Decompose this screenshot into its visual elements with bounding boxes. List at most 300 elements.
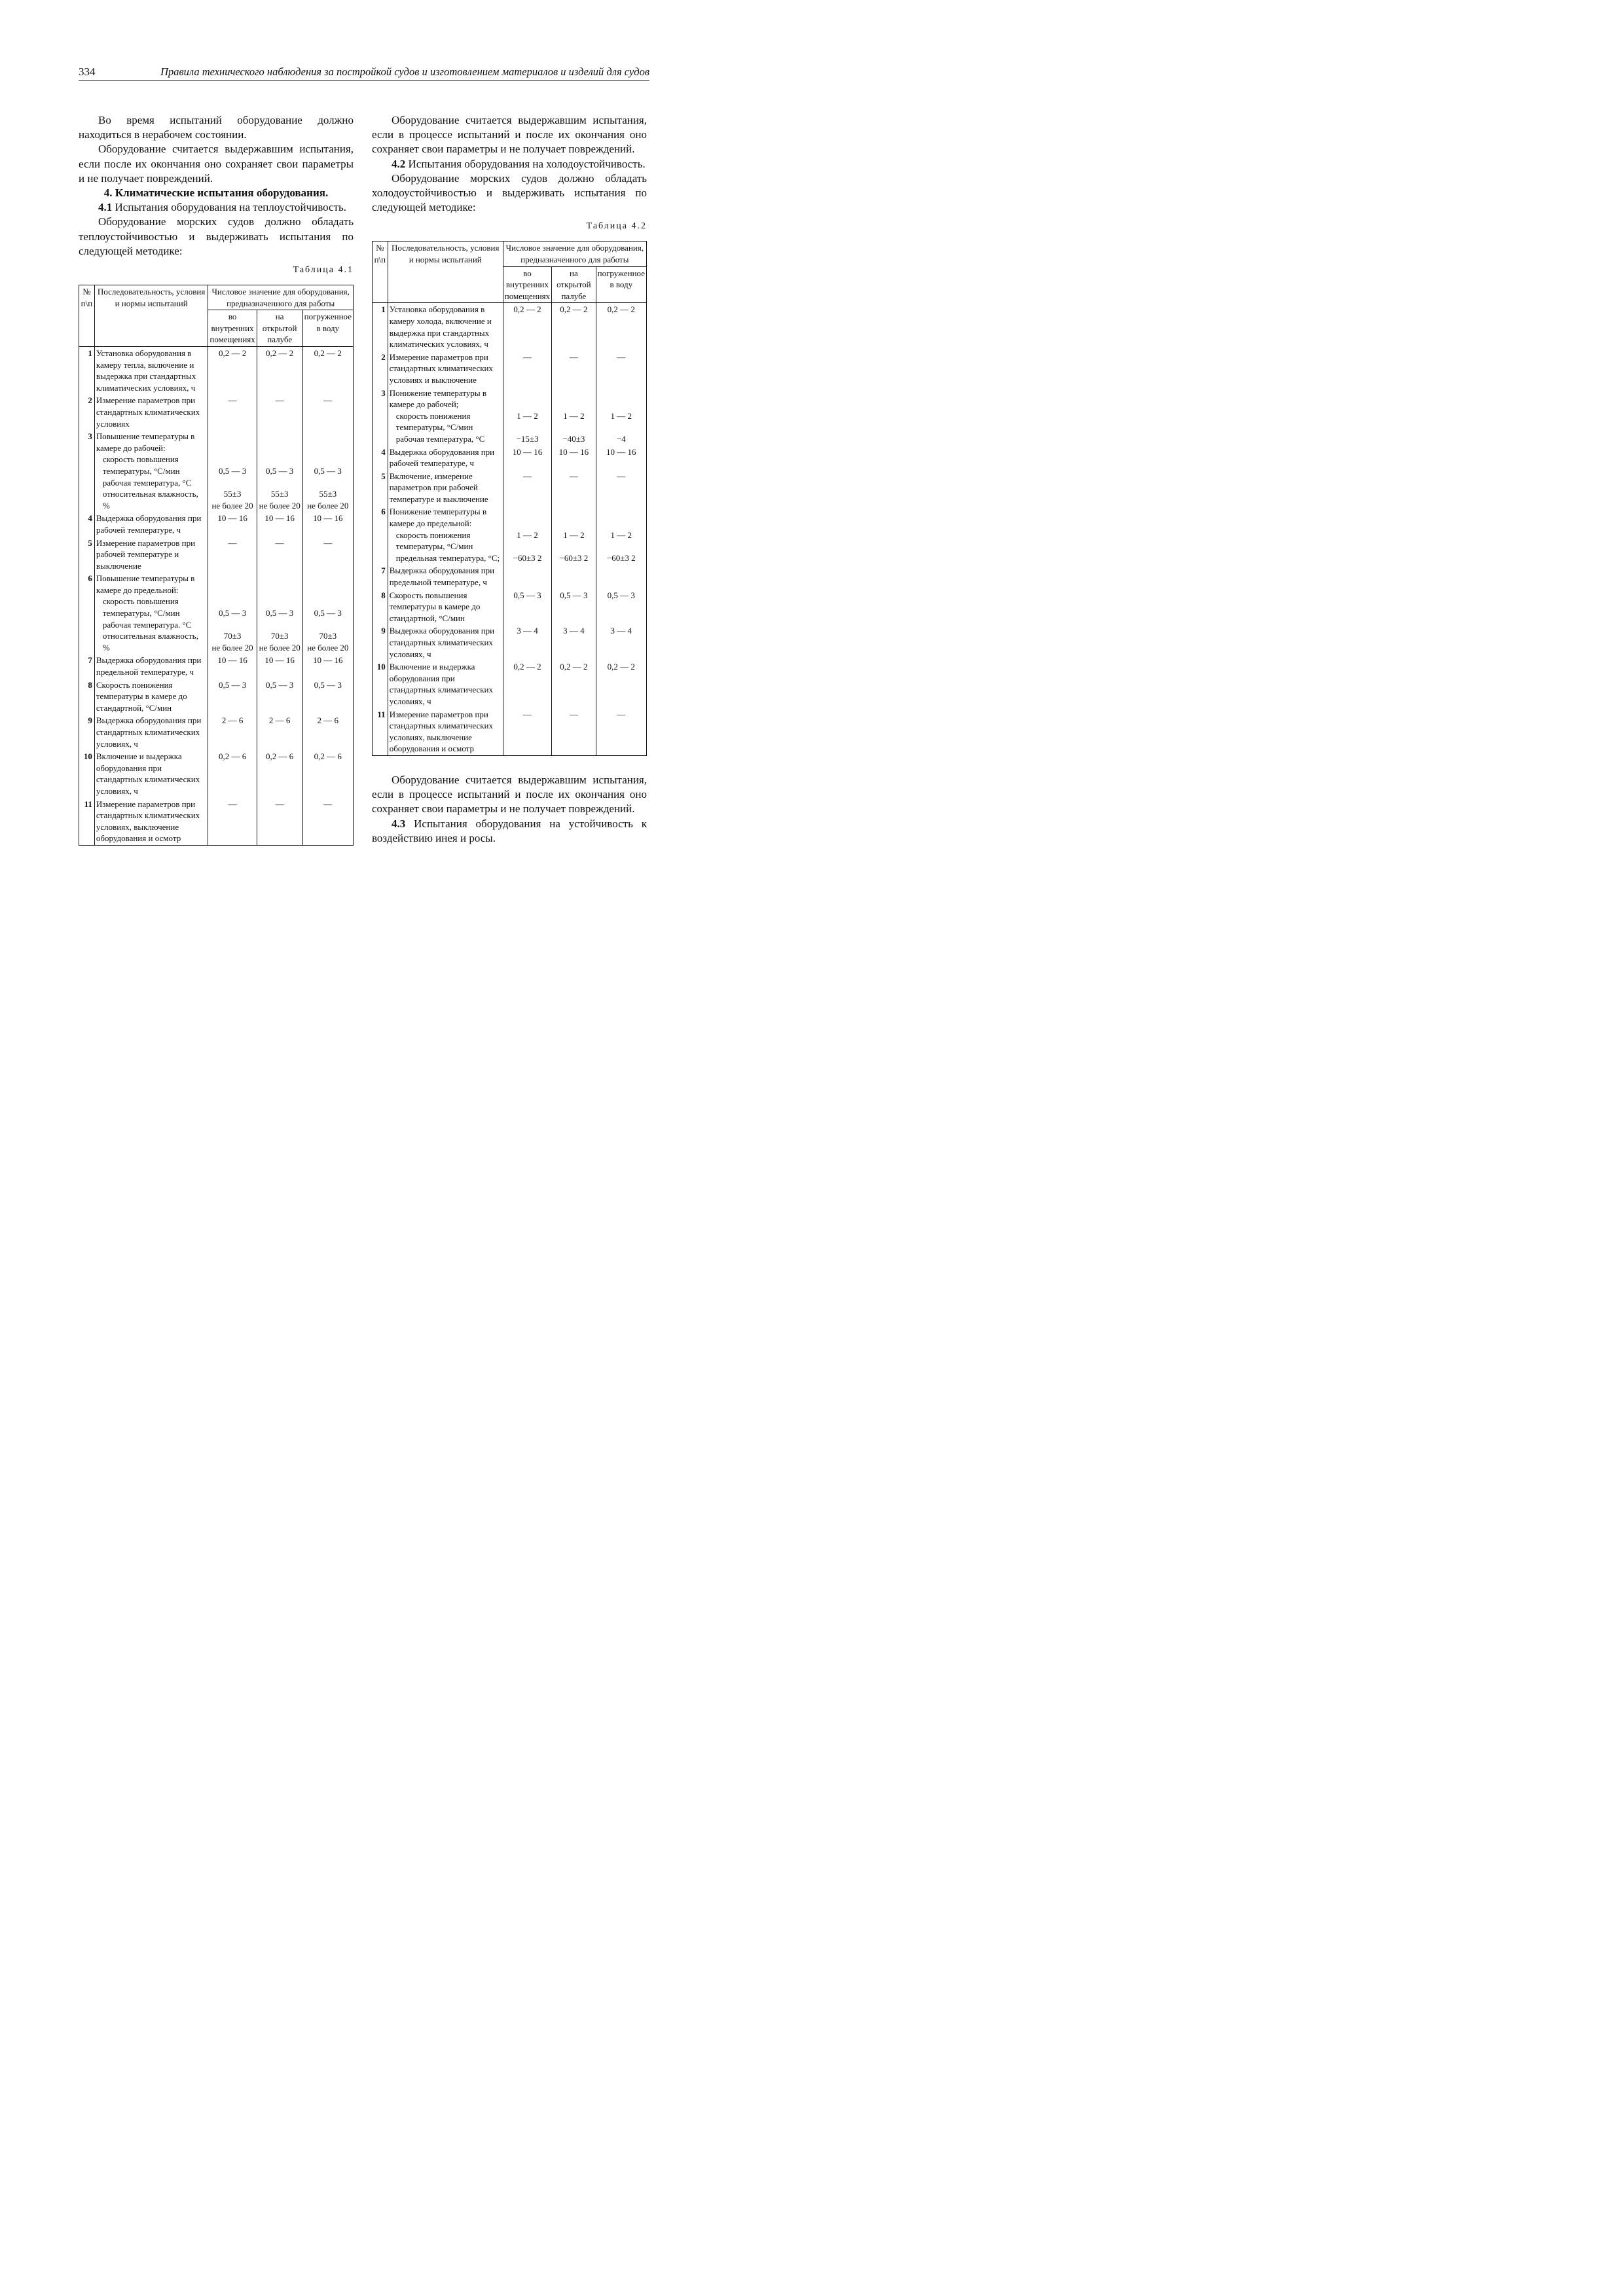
value-cell: [596, 589, 646, 625]
value-line: [259, 573, 301, 584]
value-line: [505, 506, 550, 518]
value-line: —: [522, 709, 532, 719]
table-row: [373, 505, 647, 564]
value-line: 0,2 — 6: [218, 751, 247, 762]
value-line: не более 20: [211, 500, 253, 511]
value-line: 0,5 — 3: [266, 608, 294, 619]
value-line: 0,2 — 2: [513, 304, 541, 315]
value-line: 10 — 16: [313, 513, 343, 524]
row-number: 9: [373, 624, 388, 660]
value-cell: [503, 624, 551, 660]
value-line: [304, 477, 352, 489]
value-line: 0,5 — 3: [513, 590, 541, 600]
value-line: [304, 596, 352, 607]
row-description: [94, 537, 208, 573]
value-line: 0,5 — 3: [266, 679, 294, 690]
value-line: не более 20: [211, 642, 253, 653]
value-line: 2 — 6: [317, 715, 339, 726]
value-line: 1 — 2: [610, 410, 632, 421]
value-cell: [596, 351, 646, 387]
row-number: 3: [373, 387, 388, 446]
value-line: [505, 399, 550, 410]
value-line: —: [228, 798, 237, 809]
header-group: Числовое значение для оборудования, предназначенного для работы: [208, 285, 354, 310]
table-row: [373, 589, 647, 625]
value-cell: [503, 387, 551, 446]
value-line: —: [617, 351, 626, 362]
row-number: 6: [79, 572, 95, 654]
description-line: рабочая температура. °С: [102, 619, 192, 630]
value-line: [304, 573, 352, 584]
value-line: [598, 518, 645, 529]
row-number: 11: [79, 798, 95, 846]
description-line: Понижение температуры в камере до предельной:: [389, 507, 486, 529]
row-description: [388, 303, 503, 351]
value-line: [210, 619, 255, 631]
description-line: Понижение температуры в камере до рабочей;: [389, 387, 486, 410]
value-cell: [208, 654, 257, 678]
row-description: [94, 512, 208, 536]
table-row: [373, 351, 647, 387]
paragraph: Оборудование морских судов должно обладать теплоустойчивостью и выдерживать испытания по следующей методике:: [79, 215, 354, 257]
value-line: [553, 565, 594, 577]
value-line: [505, 387, 550, 399]
description-line: Выдержка оборудования при стандартных климатических условиях, ч: [96, 715, 202, 749]
value-line: —: [275, 798, 284, 809]
value-line: не более 20: [307, 500, 349, 511]
value-line: 55±3: [270, 489, 289, 499]
header-submerged: погруженное в воду: [302, 310, 353, 347]
value-cell: [257, 798, 302, 846]
description-line: Включение, измерение параметров при рабочей температуре и выключение: [389, 471, 488, 504]
value-line: −4: [616, 433, 626, 444]
value-cell: [596, 660, 646, 708]
value-cell: [552, 589, 596, 625]
description-line: Повышение температуры в камере до предельной:: [96, 573, 195, 595]
value-line: 0,5 — 3: [266, 465, 294, 476]
paragraph: Оборудование считается выдержавшим испытания, если в процессе испытаний и после их окончания оно сохраняет свои параметры и не получает повреждений.: [372, 773, 647, 816]
description-line: Измерение параметров при стандартных климатических условиях: [96, 395, 200, 429]
value-line: [505, 518, 550, 529]
value-cell: [257, 394, 302, 430]
value-line: 3 — 4: [563, 626, 585, 636]
value-line: —: [522, 351, 532, 362]
value-line: [259, 477, 301, 489]
value-cell: [208, 394, 257, 430]
value-line: 10 — 16: [264, 513, 295, 524]
value-cell: [596, 564, 646, 588]
value-cell: [503, 589, 551, 625]
value-line: —: [228, 395, 237, 406]
value-line: [210, 431, 255, 442]
value-line: 55±3: [223, 489, 242, 499]
row-number: 7: [373, 564, 388, 588]
description-line: Установка оборудования в камеру тепла, включение и выдержка при стандартных климатических условиях, ч: [96, 348, 196, 393]
running-title: Правила технического наблюдения за постройкой судов и изготовлением материалов и изделий для судов: [160, 65, 649, 78]
value-line: [598, 387, 645, 399]
value-line: [259, 454, 301, 465]
value-line: 0,2 — 2: [266, 348, 294, 358]
running-header: [79, 64, 649, 81]
row-description: [94, 347, 208, 395]
row-description: [94, 654, 208, 678]
value-cell: [503, 505, 551, 564]
row-number: 8: [373, 589, 388, 625]
table-4-2: [372, 241, 647, 756]
description-line: скорость повышения температуры, °С/мин: [102, 454, 180, 476]
description-line: предельная температура, °С;: [395, 552, 500, 563]
value-cell: [503, 446, 551, 470]
value-line: 10 — 16: [264, 655, 295, 666]
row-description: [388, 387, 503, 446]
value-line: [553, 541, 594, 552]
table-row: [79, 512, 354, 536]
value-cell: [302, 394, 353, 430]
row-description: [94, 394, 208, 430]
row-description: [94, 750, 208, 797]
value-cell: [596, 708, 646, 756]
value-cell: [302, 679, 353, 715]
row-description: [388, 624, 503, 660]
table-4-1: [79, 285, 354, 846]
row-number: 10: [373, 660, 388, 708]
paragraph: Во время испытаний оборудование должно находиться в нерабочем состоянии.: [79, 114, 354, 141]
value-cell: [302, 654, 353, 678]
value-line: [304, 584, 352, 596]
row-description: [94, 679, 208, 715]
value-cell: [552, 505, 596, 564]
table-row: [79, 750, 354, 797]
row-description: [388, 660, 503, 708]
row-description: [94, 798, 208, 846]
header-sequence: Последовательность, условия и нормы испытаний: [388, 242, 503, 303]
description-line: скорость понижения температуры, °С/мин: [395, 529, 473, 552]
value-line: 0,5 — 3: [314, 679, 342, 690]
value-cell: [208, 798, 257, 846]
row-description: [388, 446, 503, 470]
table-row: [79, 537, 354, 573]
value-line: 10 — 16: [558, 446, 589, 457]
value-line: 0,2 — 6: [314, 751, 342, 762]
header-open-deck: на открытой палубе: [552, 266, 596, 303]
header-number: № п\п: [79, 285, 95, 347]
table-row: [373, 387, 647, 446]
value-line: 70±3: [223, 631, 242, 641]
value-line: [304, 442, 352, 454]
value-cell: [257, 347, 302, 395]
row-description: [94, 430, 208, 512]
table-caption: Таблица 4.2: [586, 221, 647, 232]
value-line: [259, 596, 301, 607]
value-cell: [503, 708, 551, 756]
value-cell: [257, 714, 302, 750]
value-line: 70±3: [319, 631, 337, 641]
value-line: 1 — 2: [563, 529, 585, 540]
value-line: 1 — 2: [517, 529, 538, 540]
value-line: 0,2 — 2: [218, 348, 247, 358]
header-indoor: во внутренних помещениях: [503, 266, 551, 303]
value-cell: [257, 430, 302, 512]
value-line: 1 — 2: [610, 529, 632, 540]
value-line: —: [617, 709, 626, 719]
value-cell: [552, 446, 596, 470]
value-line: 0,2 — 2: [314, 348, 342, 358]
description-line: Измерение параметров при рабочей температуре и выключение: [96, 537, 196, 571]
value-cell: [503, 351, 551, 387]
value-cell: [208, 714, 257, 750]
description-line: Скорость понижения температуры в камере до стандартной, °С/мин: [96, 679, 187, 713]
value-cell: [503, 564, 551, 588]
value-cell: [302, 750, 353, 797]
value-cell: [596, 446, 646, 470]
value-line: [259, 442, 301, 454]
row-number: 1: [373, 303, 388, 351]
value-cell: [552, 564, 596, 588]
table-row: [373, 446, 647, 470]
row-description: [388, 351, 503, 387]
value-cell: [257, 679, 302, 715]
value-line: [553, 387, 594, 399]
subsection-title: 4.1 Испытания оборудования на теплоустойчивость.: [98, 201, 347, 214]
paragraph: Оборудование морских судов должно обладать холодоустойчивостью и выдерживать испытания по следующей методике:: [372, 171, 647, 214]
row-description: [388, 564, 503, 588]
value-cell: [257, 572, 302, 654]
value-line: [210, 442, 255, 454]
value-line: 0,5 — 3: [218, 679, 247, 690]
description-line: Включение и выдержка оборудования при стандартных климатических условиях, ч: [389, 662, 494, 706]
value-line: 10 — 16: [313, 655, 343, 666]
value-line: [598, 506, 645, 518]
table-row: [373, 708, 647, 756]
value-line: —: [275, 537, 284, 548]
table-row: [79, 798, 354, 846]
page-number: 334: [79, 65, 96, 78]
table-row: [79, 654, 354, 678]
value-line: [505, 422, 550, 433]
paragraph: Оборудование считается выдержавшим испытания, если в процессе испытаний и после их окончания оно сохраняет свои параметры и не получает повреждений.: [372, 114, 647, 156]
value-line: 70±3: [270, 631, 289, 641]
value-cell: [552, 351, 596, 387]
value-cell: [208, 347, 257, 395]
value-cell: [302, 537, 353, 573]
table-row: [373, 624, 647, 660]
value-line: 0,5 — 3: [218, 465, 247, 476]
value-line: 0,5 — 3: [560, 590, 588, 600]
row-number: 4: [79, 512, 95, 536]
value-line: [598, 565, 645, 577]
value-line: —: [522, 471, 532, 481]
value-line: —: [569, 709, 578, 719]
value-line: 0,2 — 2: [607, 662, 635, 672]
table-row: [79, 347, 354, 395]
value-cell: [596, 470, 646, 506]
description-line: Выдержка оборудования при предельной температуре, ч: [96, 655, 202, 677]
value-cell: [257, 750, 302, 797]
description-line: Измерение параметров при стандартных климатических условиях, выключение оборудования и осмотр: [389, 709, 494, 754]
row-number: 9: [79, 714, 95, 750]
row-description: [388, 470, 503, 506]
value-cell: [302, 430, 353, 512]
value-cell: [552, 708, 596, 756]
value-line: −40±3: [562, 433, 585, 444]
value-line: [304, 431, 352, 442]
value-line: [210, 477, 255, 489]
row-description: [388, 589, 503, 625]
table-row: [373, 564, 647, 588]
value-cell: [552, 660, 596, 708]
value-cell: [596, 624, 646, 660]
value-line: 0,2 — 2: [560, 304, 588, 315]
row-description: [388, 708, 503, 756]
value-line: [210, 573, 255, 584]
value-line: не более 20: [307, 642, 349, 653]
row-number: 7: [79, 654, 95, 678]
header-submerged: погруженное в воду: [596, 266, 646, 303]
value-cell: [208, 537, 257, 573]
value-line: [210, 596, 255, 607]
value-line: 10 — 16: [512, 446, 543, 457]
description-line: Выдержка оборудования при рабочей температуре, ч: [389, 446, 495, 469]
value-line: 2 — 6: [268, 715, 291, 726]
description-line: Измерение параметров при стандартных климатических условиях и выключение: [389, 351, 494, 385]
row-number: 4: [373, 446, 388, 470]
left-column: [79, 113, 354, 846]
description-line: Повышение температуры в камере до рабочей:: [96, 431, 195, 453]
value-line: 55±3: [319, 489, 337, 499]
header-number: № п\п: [373, 242, 388, 303]
value-line: [553, 518, 594, 529]
value-cell: [257, 537, 302, 573]
value-line: 1 — 2: [517, 410, 538, 421]
subsection-title: 4.3 Испытания оборудования на устойчивость к воздействию инея и росы.: [372, 817, 647, 844]
value-line: [259, 619, 301, 631]
value-line: 0,5 — 3: [607, 590, 635, 600]
value-cell: [552, 387, 596, 446]
table-row: [79, 394, 354, 430]
value-line: —: [323, 395, 333, 406]
description-line: Измерение параметров при стандартных климатических условиях, выключение оборудования и осмотр: [96, 798, 200, 844]
value-line: −60±3 2: [559, 552, 589, 563]
header-sequence: Последовательность, условия и нормы испытаний: [94, 285, 208, 347]
value-line: 0,5 — 3: [314, 608, 342, 619]
row-number: 1: [79, 347, 95, 395]
value-line: —: [323, 798, 333, 809]
row-number: 2: [373, 351, 388, 387]
value-line: 0,2 — 6: [266, 751, 294, 762]
value-line: 0,5 — 3: [314, 465, 342, 476]
value-line: —: [617, 471, 626, 481]
description-line: Установка оборудования в камеру холода, включение и выдержка при стандартных климатических условиях, ч: [389, 304, 492, 350]
table-row: [373, 470, 647, 506]
value-cell: [503, 660, 551, 708]
value-cell: [208, 512, 257, 536]
table-row: [79, 572, 354, 654]
value-line: —: [569, 471, 578, 481]
value-cell: [302, 512, 353, 536]
value-cell: [596, 505, 646, 564]
value-line: [259, 584, 301, 596]
description-line: Выдержка оборудования при предельной температуре, ч: [389, 565, 495, 588]
value-cell: [302, 347, 353, 395]
value-line: [553, 399, 594, 410]
value-line: 10 — 16: [217, 513, 247, 524]
value-line: [598, 541, 645, 552]
value-cell: [503, 303, 551, 351]
value-line: 3 — 4: [517, 626, 538, 636]
description-line: рабочая температура, °С: [395, 433, 485, 444]
table-row: [79, 679, 354, 715]
row-number: 5: [373, 470, 388, 506]
value-line: [505, 565, 550, 577]
row-number: 6: [373, 505, 388, 564]
header-indoor: во внутренних помещениях: [208, 310, 257, 347]
value-line: 0,5 — 3: [218, 608, 247, 619]
value-line: 2 — 6: [221, 715, 244, 726]
value-cell: [302, 714, 353, 750]
value-line: [210, 584, 255, 596]
value-line: [553, 506, 594, 518]
description-line: Скорость повышения температуры в камере до стандартной, °С/мин: [389, 590, 481, 623]
value-line: 10 — 16: [217, 655, 247, 666]
row-number: 11: [373, 708, 388, 756]
value-line: —: [323, 537, 333, 548]
value-cell: [596, 303, 646, 351]
value-line: 0,2 — 2: [607, 304, 635, 315]
value-cell: [208, 750, 257, 797]
value-cell: [552, 624, 596, 660]
value-line: [304, 454, 352, 465]
value-cell: [208, 572, 257, 654]
value-line: [304, 619, 352, 631]
row-number: 2: [79, 394, 95, 430]
header-open-deck: на открытой палубе: [257, 310, 302, 347]
value-cell: [552, 470, 596, 506]
value-line: [259, 431, 301, 442]
description-line: рабочая температура, °С: [102, 477, 192, 488]
value-cell: [257, 512, 302, 536]
value-line: —: [228, 537, 237, 548]
value-line: −60±3 2: [513, 552, 542, 563]
value-line: [598, 422, 645, 433]
row-number: 5: [79, 537, 95, 573]
value-line: 3 — 4: [610, 626, 632, 636]
value-cell: [552, 303, 596, 351]
value-line: [505, 541, 550, 552]
value-line: [598, 399, 645, 410]
value-line: −60±3 2: [606, 552, 636, 563]
value-cell: [208, 430, 257, 512]
value-line: не более 20: [259, 642, 301, 653]
value-line: 1 — 2: [563, 410, 585, 421]
value-line: 10 — 16: [606, 446, 636, 457]
value-cell: [302, 572, 353, 654]
description-line: Включение и выдержка оборудования при стандартных климатических условиях, ч: [96, 751, 200, 796]
table-row: [79, 430, 354, 512]
row-description: [94, 572, 208, 654]
value-cell: [596, 387, 646, 446]
subsection-title: 4.2 Испытания оборудования на холодоустойчивость.: [392, 157, 646, 170]
value-line: —: [275, 395, 284, 406]
header-group: Числовое значение для оборудования, предназначенного для работы: [503, 242, 646, 266]
table-row: [373, 303, 647, 351]
row-number: 3: [79, 430, 95, 512]
row-description: [388, 505, 503, 564]
value-cell: [257, 654, 302, 678]
row-number: 10: [79, 750, 95, 797]
value-cell: [208, 679, 257, 715]
value-line: [210, 454, 255, 465]
description-line: относительная влажность, %: [102, 489, 198, 511]
